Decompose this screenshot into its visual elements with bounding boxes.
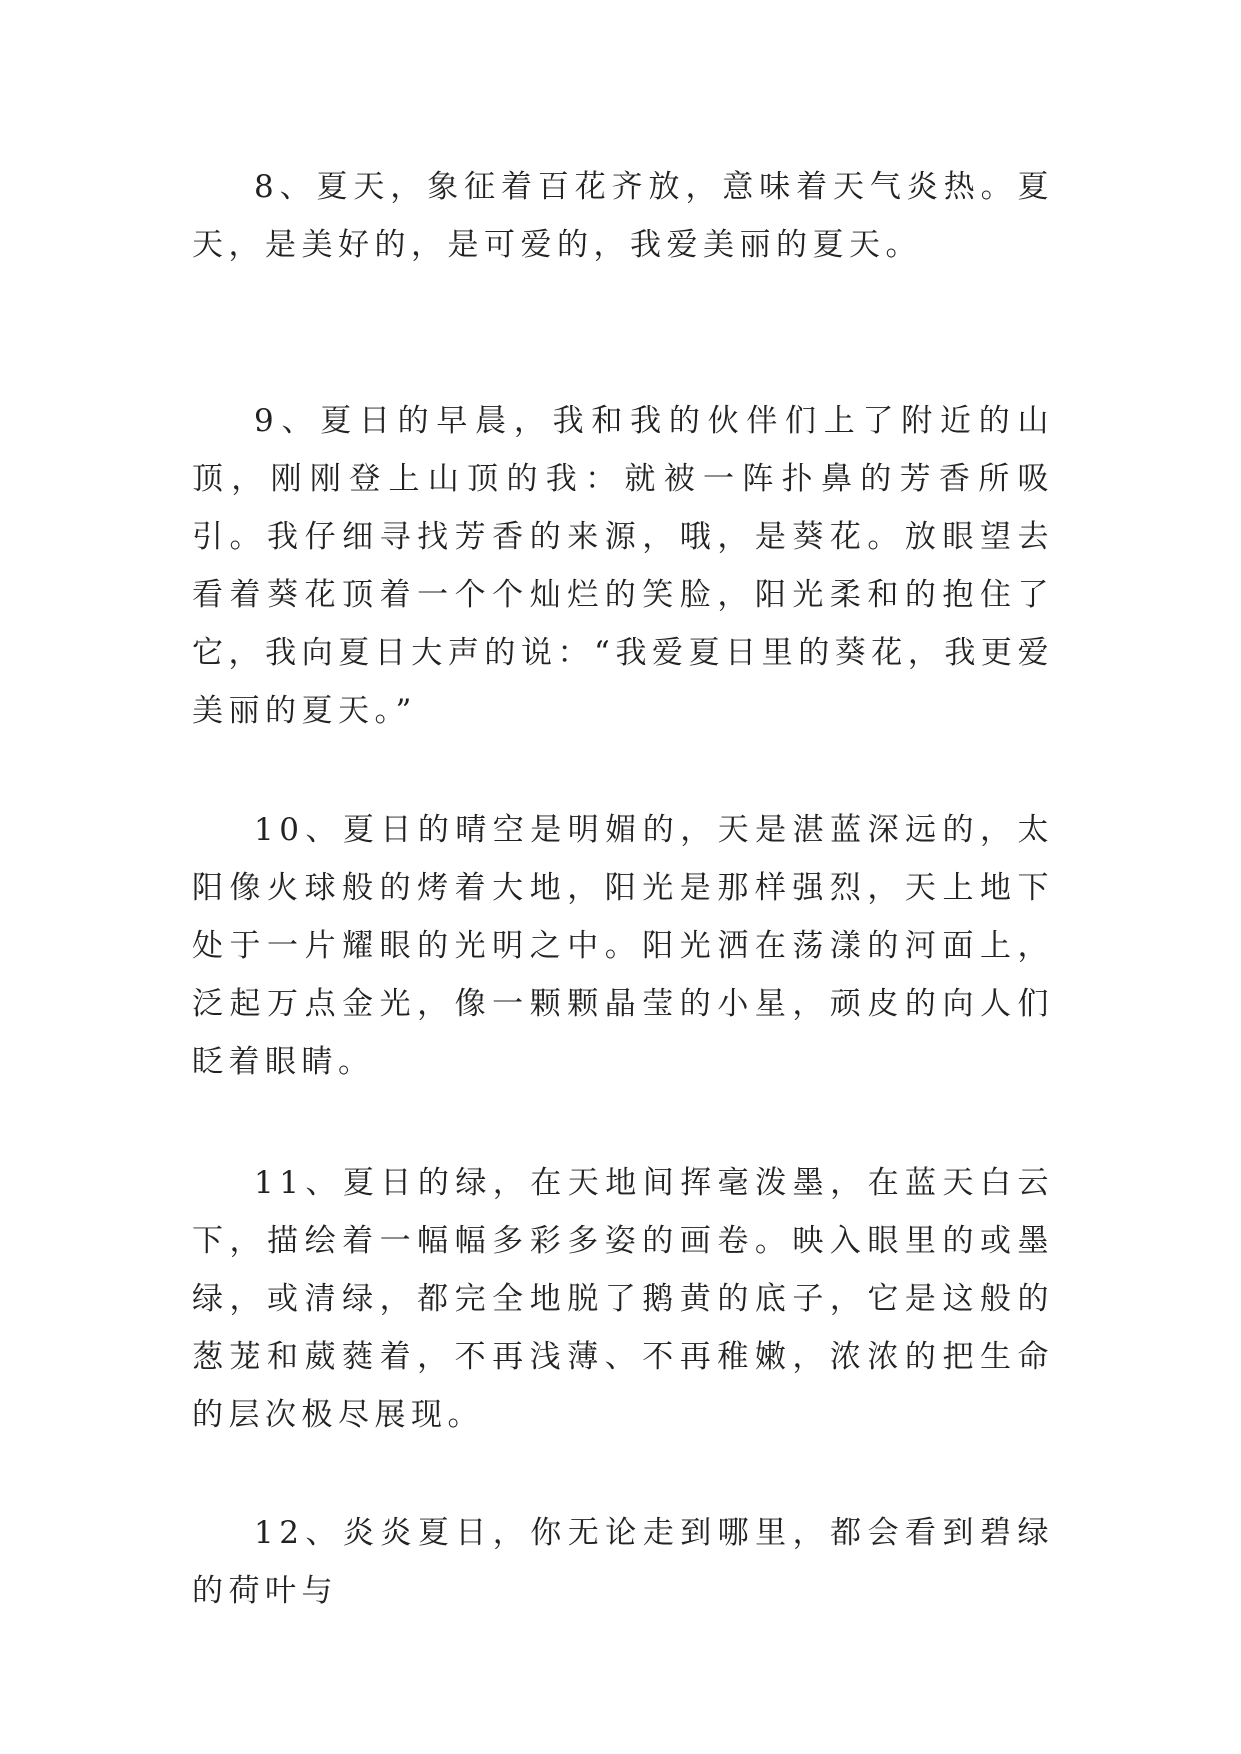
paragraph-11: 11、夏日的绿，在天地间挥毫泼墨，在蓝天白云下，描绘着一幅幅多彩多姿的画卷。映入眼里的或墨绿，或清绿，都完全地脱了鹅黄的底子，它是这般的葱茏和葳蕤着，不再浅薄、不再稚嫩，浓浓的把生命的层次极尽展现。	[192, 1165, 1054, 1433]
paragraph-10: 10、夏日的晴空是明媚的，天是湛蓝深远的，太阳像火球般的烤着大地，阳光是那样强烈，天上地下处于一片耀眼的光明之中。阳光洒在荡漾的河面上，泛起万点金光，像一颗颗晶莹的小星，顽皮的向人们眨着眼睛。	[192, 812, 1054, 1080]
paragraph-12: 12、炎炎夏日，你无论走到哪里，都会看到碧绿的荷叶与	[192, 1515, 1054, 1609]
paragraph-9: 9、夏日的早晨，我和我的伙伴们上了附近的山顶，刚刚登上山顶的我：就被一阵扑鼻的芳香所吸引。我仔细寻找芳香的来源，哦，是葵花。放眼望去看着葵花顶着一个个灿烂的笑脸，阳光柔和的抱住了它，我向夏日大声的说：“我爱夏日里的葵花，我更爱美丽的夏天。”	[192, 403, 1054, 729]
paragraph-8: 8、夏天，象征着百花齐放，意味着天气炎热。夏天，是美好的，是可爱的，我爱美丽的夏天。	[192, 169, 1054, 263]
